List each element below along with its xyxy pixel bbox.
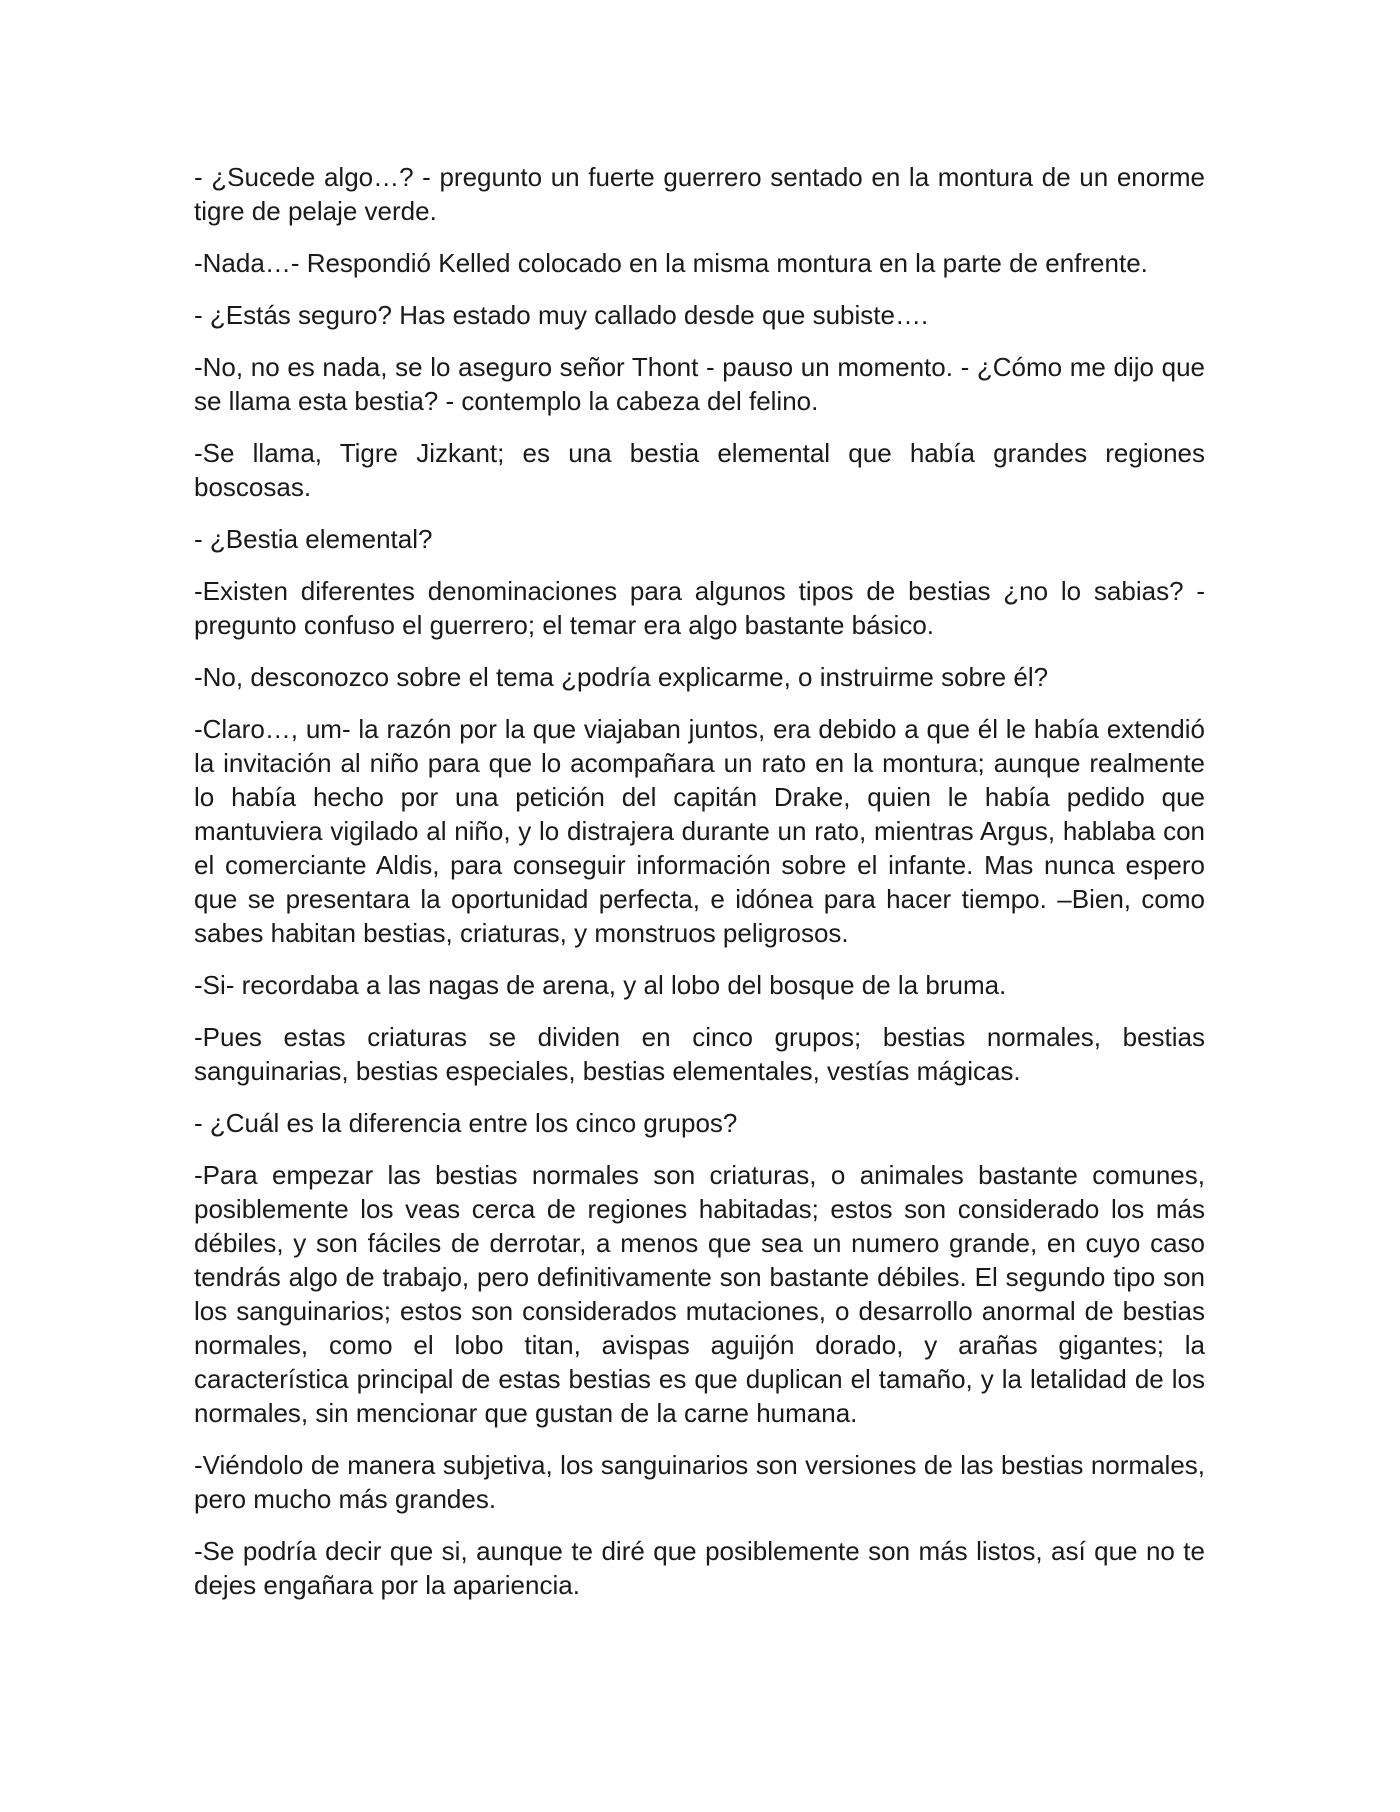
paragraph: - ¿Bestia elemental?: [194, 524, 433, 554]
document-body: [194, 160, 1205, 1602]
paragraph: -Viéndolo de manera subjetiva, los sanguinarios son versiones de las bestias normales, pero mucho más grandes.: [194, 1450, 1205, 1514]
paragraph: -Nada…- Respondió Kelled colocado en la misma montura en la parte de enfrente.: [194, 248, 1148, 278]
paragraph: - ¿Estás seguro? Has estado muy callado desde que subiste….: [194, 300, 929, 330]
paragraph: - ¿Sucede algo…? - pregunto un fuerte guerrero sentado en la montura de un enorme tigre de pelaje verde.: [194, 162, 1205, 226]
paragraph: -Si- recordaba a las nagas de arena, y al lobo del bosque de la bruma.: [194, 970, 1007, 1000]
paragraph: -No, no es nada, se lo aseguro señor Thont - pauso un momento. - ¿Cómo me dijo que se llama esta bestia? - contemplo la cabeza del felino.: [194, 352, 1205, 416]
paragraph: -Pues estas criaturas se dividen en cinco grupos; bestias normales, bestias sanguinarias, bestias especiales, bestias elementales, vestías mágicas.: [194, 1022, 1205, 1086]
paragraph: -Claro…, um- la razón por la que viajaban juntos, era debido a que él le había extendió la invitación al niño para que lo acompañara un rato en la montura; aunque realmente lo había hecho por una petición del capitán Drake, quien le había pedido que mantuviera vigilado al niño, y lo distrajera durante un rato, mientras Argus, hablaba con el comerciante Aldis, para conseguir información sobre el infante. Mas nunca espero que se presentara la oportunidad perfecta, e idónea para hacer tiempo. –Bien, como sabes habitan bestias, criaturas, y monstruos peligrosos.: [194, 714, 1205, 948]
paragraph: - ¿Cuál es la diferencia entre los cinco grupos?: [194, 1108, 738, 1138]
paragraph: -No, desconozco sobre el tema ¿podría explicarme, o instruirme sobre él?: [194, 662, 1049, 692]
paragraph: -Se podría decir que si, aunque te diré que posiblemente son más listos, así que no te dejes engañara por la apariencia.: [194, 1536, 1205, 1600]
paragraph: -Para empezar las bestias normales son criaturas, o animales bastante comunes, posiblemente los veas cerca de regiones habitadas; estos son considerado los más débiles, y son fáciles de derrotar, a menos que sea un numero grande, en cuyo caso tendrás algo de trabajo, pero definitivamente son bastante débiles. El segundo tipo son los sanguinarios; estos son considerados mutaciones, o desarrollo anormal de bestias normales, como el lobo titan, avispas aguijón dorado, y arañas gigantes; la característica principal de estas bestias es que duplican el tamaño, y la letalidad de los normales, sin mencionar que gustan de la carne humana.: [194, 1160, 1205, 1428]
paragraph: -Existen diferentes denominaciones para algunos tipos de bestias ¿no lo sabias? - pregunto confuso el guerrero; el temar era algo bastante básico.: [194, 576, 1205, 640]
paragraph: -Se llama, Tigre Jizkant; es una bestia elemental que había grandes regiones boscosas.: [194, 438, 1205, 502]
